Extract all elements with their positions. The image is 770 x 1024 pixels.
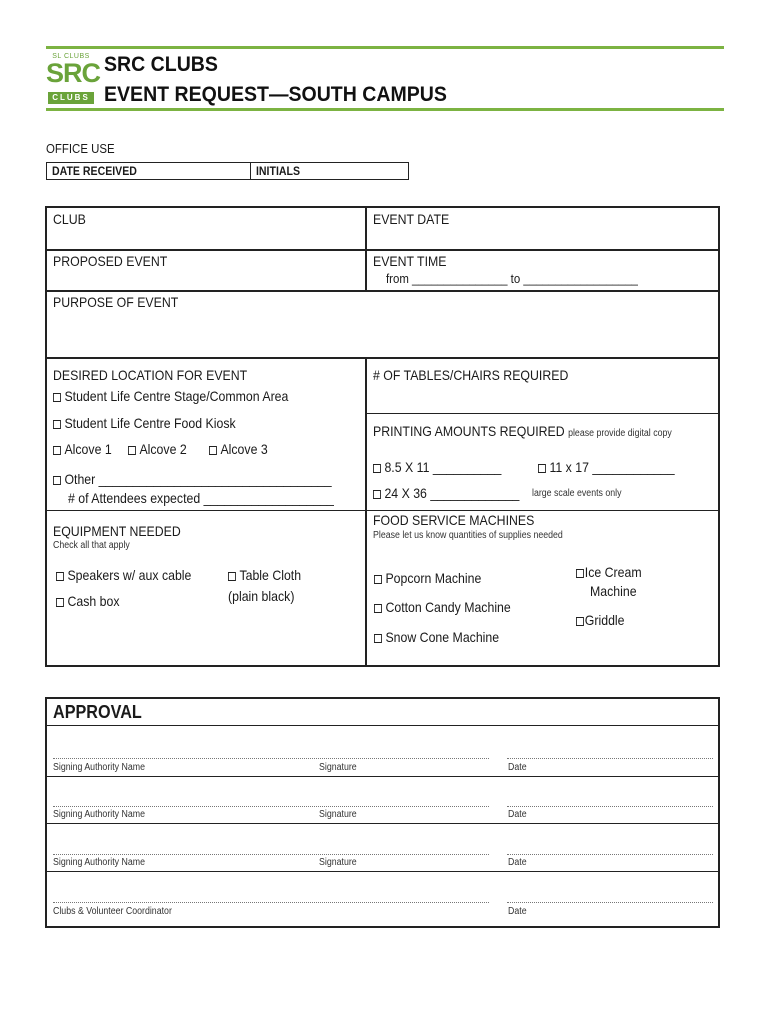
approval-heading-line (46, 725, 719, 726)
signing-authority-name-label: Signing Authority Name (53, 809, 145, 820)
printing-note: please provide digital copy (568, 428, 672, 439)
location-kiosk-option[interactable] (53, 415, 236, 431)
ice-cream-checkbox[interactable] (576, 569, 584, 578)
print-85x11-label: 8.5 X 11 __________ (384, 459, 502, 475)
popcorn-checkbox[interactable] (374, 575, 382, 584)
location-alcove3-option[interactable] (209, 441, 268, 457)
cotton-candy-label: Cotton Candy Machine (385, 599, 511, 615)
speakers-label: Speakers w/ aux cable (67, 567, 192, 583)
tables-row-line (366, 413, 719, 414)
printing-heading-text: PRINTING AMOUNTS REQUIRED (373, 423, 565, 439)
snow-cone-option[interactable] (374, 629, 499, 645)
form-row-line-1 (46, 249, 719, 251)
alcove2-checkbox[interactable] (128, 446, 136, 455)
logo-arc-text: SL CLUBS (52, 53, 90, 60)
page-title-line2: EVENT REQUEST—SOUTH CAMPUS (104, 83, 447, 106)
signature-line[interactable] (53, 854, 489, 855)
approval-box (45, 697, 720, 928)
approval-heading: APPROVAL (53, 702, 142, 722)
attendees-field[interactable]: # of Attendees expected ___________________ (68, 490, 334, 506)
date-label: Date (508, 906, 527, 917)
snow-cone-label: Snow Cone Machine (385, 629, 500, 645)
alcove2-label: Alcove 2 (139, 441, 187, 457)
office-use-divider (250, 162, 251, 180)
print-85x11-option[interactable] (373, 459, 501, 475)
signature-label: Signature (319, 762, 357, 773)
signing-authority-name-label: Signing Authority Name (53, 857, 145, 868)
printing-heading (373, 423, 672, 439)
location-stage-checkbox[interactable] (53, 393, 61, 402)
location-kiosk-label: Student Life Centre Food Kiosk (64, 415, 236, 431)
speakers-checkbox[interactable] (56, 572, 64, 581)
event-time-from-to[interactable]: from _______________ to __________________ (386, 271, 638, 286)
ice-cream-label-1: Ice Cream (584, 564, 642, 580)
date-label: Date (508, 857, 527, 868)
form-row-line-2 (46, 290, 719, 292)
snow-cone-checkbox[interactable] (374, 634, 382, 643)
print-11x17-option[interactable] (538, 459, 675, 475)
signature-line[interactable] (53, 806, 489, 807)
location-stage-option[interactable] (53, 388, 288, 404)
signature-label: Signature (319, 809, 357, 820)
cotton-candy-option[interactable] (374, 599, 511, 615)
print-11x17-label: 11 x 17 ____________ (549, 459, 675, 475)
header-top-rule (46, 46, 724, 49)
date-line[interactable] (507, 806, 713, 807)
location-alcove2-option[interactable] (128, 441, 187, 457)
form-column-divider-bottom (365, 357, 367, 666)
location-heading: DESIRED LOCATION FOR EVENT (53, 367, 248, 383)
print-85x11-checkbox[interactable] (373, 464, 381, 473)
approval-divider-2 (46, 823, 719, 824)
date-label: Date (508, 762, 527, 773)
location-kiosk-checkbox[interactable] (53, 420, 61, 429)
alcove1-label: Alcove 1 (64, 441, 112, 457)
tablecloth-label: Table Cloth (239, 567, 302, 583)
approval-divider-3 (46, 871, 719, 872)
equipment-row-line-left (46, 510, 365, 511)
griddle-checkbox[interactable] (576, 617, 584, 626)
equipment-row-line-right (366, 510, 719, 511)
date-label: Date (508, 809, 527, 820)
initials-field[interactable]: INITIALS (256, 164, 300, 178)
date-received-field[interactable]: DATE RECEIVED (52, 164, 137, 178)
other-label: Other __________________________________ (64, 471, 332, 487)
equipment-heading: EQUIPMENT NEEDED (53, 523, 181, 539)
alcove1-checkbox[interactable] (53, 446, 61, 455)
alcove3-checkbox[interactable] (209, 446, 217, 455)
date-line[interactable] (507, 854, 713, 855)
alcove3-label: Alcove 3 (220, 441, 268, 457)
date-line[interactable] (507, 902, 713, 903)
page-title-line1: SRC CLUBS (104, 53, 218, 76)
ice-cream-option[interactable] (576, 564, 642, 580)
print-24x36-label: 24 X 36 _____________ (384, 485, 520, 501)
tables-chairs-field[interactable]: # OF TABLES/CHAIRS REQUIRED (373, 367, 569, 383)
src-clubs-logo (46, 52, 101, 108)
signature-line[interactable] (53, 902, 489, 903)
food-heading: FOOD SERVICE MACHINES (373, 512, 535, 528)
event-date-field[interactable]: EVENT DATE (373, 211, 450, 227)
griddle-label: Griddle (584, 612, 625, 628)
purpose-field[interactable]: PURPOSE OF EVENT (53, 294, 179, 310)
other-checkbox[interactable] (53, 476, 61, 485)
tablecloth-checkbox[interactable] (228, 572, 236, 581)
location-other-option[interactable] (53, 471, 332, 487)
proposed-event-field[interactable]: PROPOSED EVENT (53, 253, 168, 269)
logo-src-text: SRC (46, 58, 101, 88)
print-11x17-checkbox[interactable] (538, 464, 546, 473)
location-stage-label: Student Life Centre Stage/Common Area (64, 388, 289, 404)
speakers-option[interactable] (56, 567, 191, 583)
logo-clubs-text: CLUBS (48, 92, 94, 104)
popcorn-label: Popcorn Machine (385, 570, 482, 586)
form-row-line-3 (46, 357, 719, 359)
tablecloth-option[interactable] (228, 567, 301, 583)
cashbox-option[interactable] (56, 593, 119, 609)
print-24x36-option[interactable] (373, 485, 519, 501)
office-use-label: OFFICE USE (46, 141, 115, 156)
coordinator-name-label: Clubs & Volunteer Coordinator (53, 906, 172, 917)
club-field[interactable]: CLUB (53, 211, 86, 227)
ice-cream-label-2: Machine (590, 583, 637, 599)
large-scale-note: large scale events only (532, 488, 622, 499)
tablecloth-note: (plain black) (228, 588, 295, 604)
signature-label: Signature (319, 857, 357, 868)
food-note: Please let us know quantities of supplies needed (373, 530, 563, 541)
print-24x36-checkbox[interactable] (373, 490, 381, 499)
cashbox-checkbox[interactable] (56, 598, 64, 607)
signing-authority-name-label: Signing Authority Name (53, 762, 145, 773)
date-line[interactable] (507, 758, 713, 759)
equipment-note: Check all that apply (53, 540, 130, 551)
signature-line[interactable] (53, 758, 489, 759)
popcorn-option[interactable] (374, 570, 481, 586)
cashbox-label: Cash box (67, 593, 120, 609)
header-bottom-rule (46, 108, 724, 111)
location-alcove1-option[interactable] (53, 441, 112, 457)
griddle-option[interactable] (576, 612, 625, 628)
event-time-label: EVENT TIME (373, 253, 447, 269)
approval-divider-1 (46, 776, 719, 777)
cotton-candy-checkbox[interactable] (374, 604, 382, 613)
